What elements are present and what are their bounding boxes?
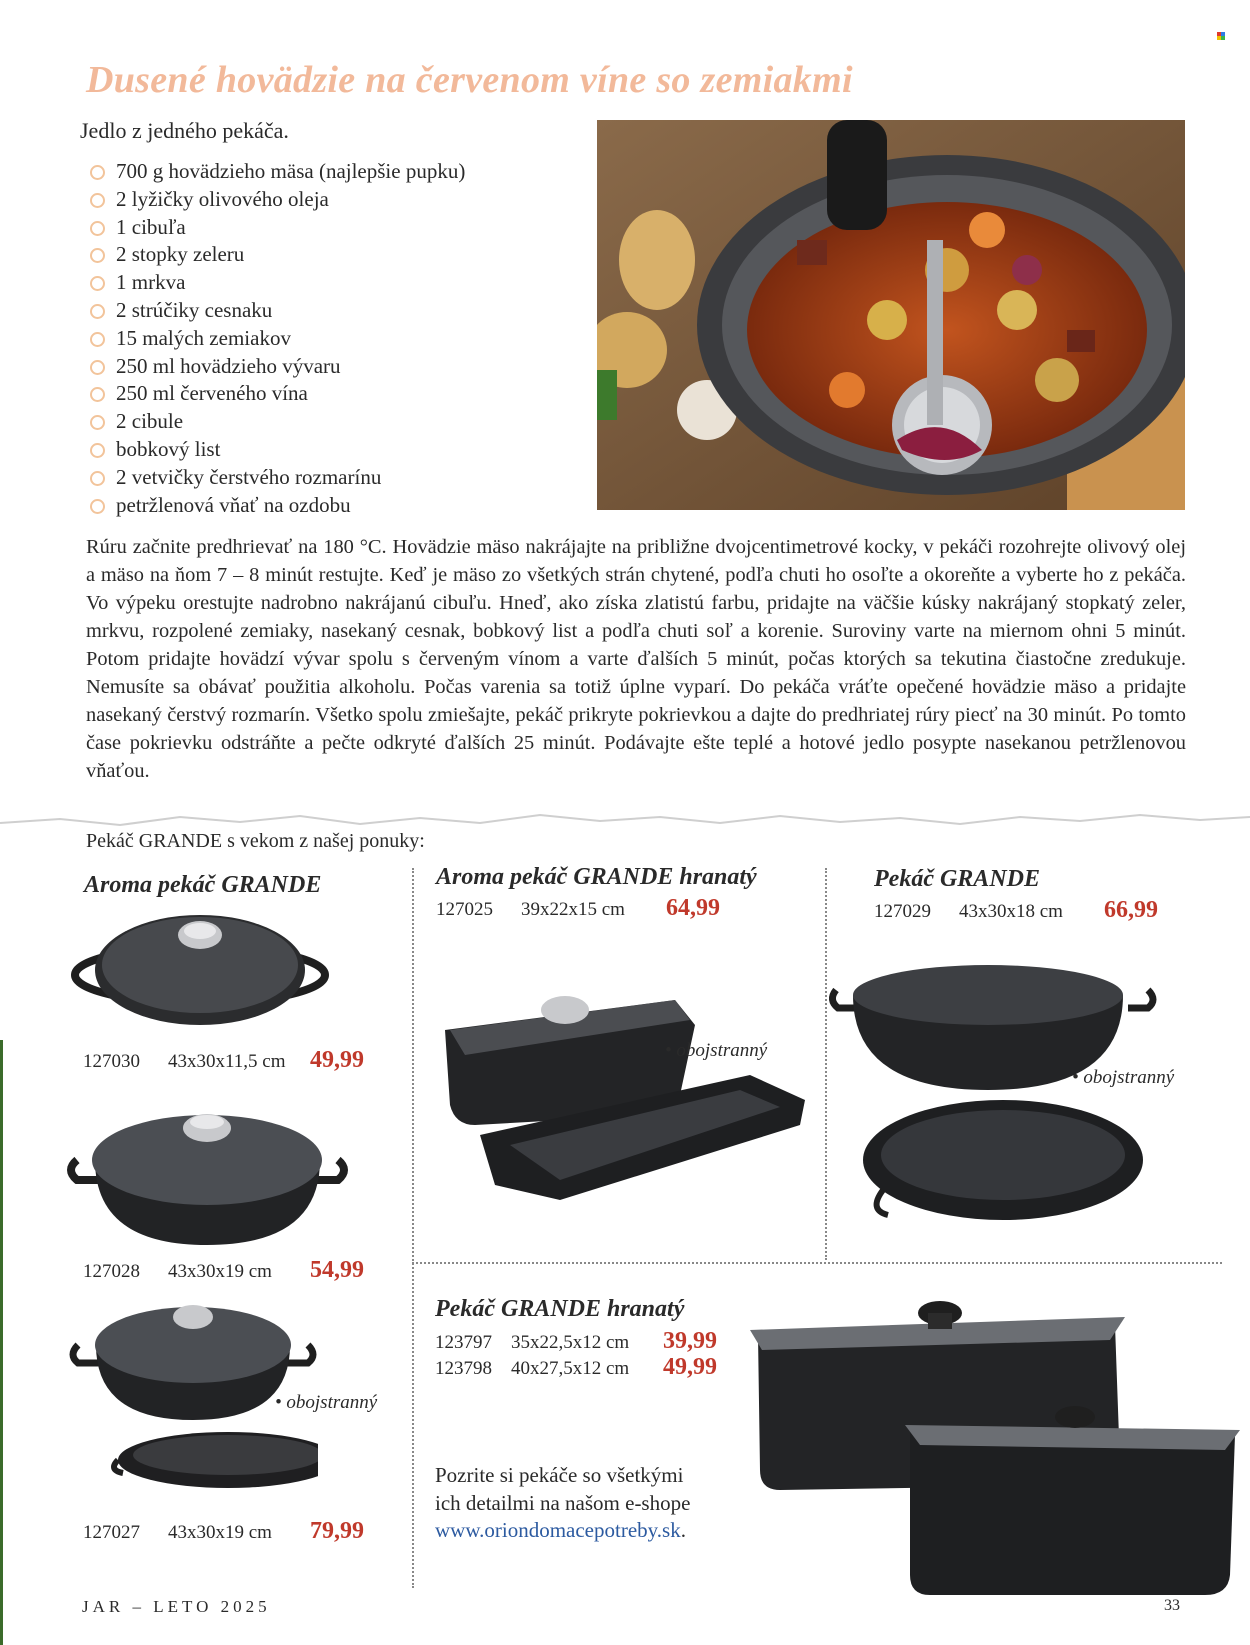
product-row-123798: 123798 40x27,5x12 cm 49,99: [435, 1354, 717, 1380]
ingredient-item: 250 ml hovädzieho vývaru: [88, 353, 465, 381]
promo-line-2: ich detailmi na našom e-shope: [435, 1490, 691, 1515]
bullet-circle-icon: [90, 443, 105, 458]
product-row-123797: 123797 35x22,5x12 cm 39,99: [435, 1328, 717, 1354]
ingredient-item: 2 vetvičky čerstvého rozmarínu: [88, 464, 465, 492]
product-image-grande-hranaty: [740, 1285, 1245, 1615]
bullet-circle-icon: [90, 304, 105, 319]
eshop-promo: Pozrite si pekáče so všetkými ich detailmi na našom e-shope www.oriondomacepotreby.sk.: [435, 1463, 691, 1542]
ingredient-item: petržlenová vňať na ozdobu: [88, 492, 465, 520]
product-row-127029: 127029 43x30x18 cm 66,99: [874, 897, 1158, 923]
ingredient-item: 700 g hovädzieho mäsa (najlepšie pupku): [88, 158, 465, 186]
page-number: 33: [1164, 1597, 1180, 1614]
bullet-circle-icon: [90, 193, 105, 208]
ingredient-item: 250 ml červeného vína: [88, 380, 465, 408]
recipe-photo: [597, 120, 1185, 510]
ingredient-item: 1 cibuľa: [88, 214, 465, 242]
price: 39,99: [663, 1328, 717, 1354]
ingredient-item: 2 cibule: [88, 408, 465, 436]
bullet-circle-icon: [90, 165, 105, 180]
product-title-aroma-grande-hranaty: Aroma pekáč GRANDE hranatý: [436, 864, 757, 890]
note-obojstranny: • obojstranný: [275, 1392, 378, 1413]
eshop-link[interactable]: www.oriondomacepotreby.sk: [435, 1518, 681, 1542]
edge-strip: [0, 1040, 3, 1645]
product-title-aroma-grande: Aroma pekáč GRANDE: [84, 872, 322, 898]
note-obojstranny: • obojstranný: [1072, 1067, 1175, 1088]
bullet-circle-icon: [90, 248, 105, 263]
ingredient-item: 2 strúčiky cesnaku: [88, 297, 465, 325]
product-image-127029: [828, 960, 1158, 1230]
price: 66,99: [1104, 897, 1158, 923]
corner-mark-icon: [1217, 32, 1225, 40]
bullet-circle-icon: [90, 471, 105, 486]
product-image-127030: [70, 905, 330, 1035]
recipe-title: Dusené hovädzie na červenom víne so zemiakmi: [86, 59, 853, 101]
column-divider-right: [825, 868, 827, 1260]
price: 49,99: [310, 1047, 364, 1073]
bullet-circle-icon: [90, 387, 105, 402]
price: 49,99: [663, 1354, 717, 1380]
column-divider-left: [412, 868, 414, 1588]
bullet-circle-icon: [90, 221, 105, 236]
bullet-circle-icon: [90, 276, 105, 291]
footer-season: JAR – LETO 2025: [82, 1597, 271, 1616]
bullet-circle-icon: [90, 360, 105, 375]
product-title-grande: Pekáč GRANDE: [874, 866, 1040, 892]
product-row-127025: 127025 39x22x15 cm 64,99: [436, 895, 720, 921]
bullet-circle-icon: [90, 499, 105, 514]
ingredient-item: 15 malých zemiakov: [88, 325, 465, 353]
product-row-127027: 127027 43x30x19 cm 79,99: [83, 1518, 364, 1544]
product-title-grande-hranaty: Pekáč GRANDE hranatý: [435, 1296, 685, 1322]
bullet-circle-icon: [90, 415, 105, 430]
price: 79,99: [310, 1518, 364, 1544]
recipe-instructions: Rúru začnite predhrievať na 180 °C. Hovädzie mäso nakrájajte na približne dvojcentimetrové kocky, v pekáči rozohrejte olivový olej a mäso na ňom 7 – 8 minút restujte. Keď je mäso zo všetkých strán chytené, podľa chuti ho osoľte a okoreňte a vyberte ho z pekáča. Vo výpeku orestujte nadrobno nakrájanú cibuľu. Hneď, ako získa zlatistú farbu, pridajte na väčšie kúsky nakrájaný stopkatý zeler, mrkvu, rozpolené zemiaky, nasekaný cesnak, bobkový list a podľa chuti soľ a korenie. Suroviny varte na miernom ohni 5 minút. Potom pridajte hovädzí vývar spolu s červeným vínom a varte ďalších 5 minút, počas ktorých sa tekutina čiastočne zredukuje. Nemusíte sa obávať použitia alkoholu. Počas varenia sa totiž úplne vyparí. Do pekáča vráťte opečené hovädzie mäso a pridajte nasekaný čerstvý rozmarín. Všetko spolu zmiešajte, pekáč prikryte pokrievkou a dajte do predhriatej rúry piecť na 30 minút. Po tomto čase pokrievku odstráňte a pečte odkryté ďalších 25 minút. Podávajte ešte teplé a hotové jedlo posypte nasekanou petržlenovou vňaťou.: [86, 536, 1186, 782]
bullet-circle-icon: [90, 332, 105, 347]
price: 54,99: [310, 1257, 364, 1283]
product-row-127030: 127030 43x30x11,5 cm 49,99: [83, 1047, 364, 1073]
promo-line-1: Pozrite si pekáče so všetkými: [435, 1463, 684, 1487]
price: 64,99: [666, 895, 720, 921]
product-image-127028: [65, 1090, 350, 1250]
offer-heading: Pekáč GRANDE s vekom z našej ponuky:: [86, 830, 425, 852]
row-divider: [412, 1262, 1222, 1264]
ingredient-item: 2 stopky zeleru: [88, 241, 465, 269]
ingredient-item: 1 mrkva: [88, 269, 465, 297]
ingredient-item: 2 lyžičky olivového oleja: [88, 186, 465, 214]
product-row-127028: 127028 43x30x19 cm 54,99: [83, 1257, 364, 1283]
ingredients-list: [88, 158, 465, 519]
note-obojstranny: • obojstranný: [665, 1040, 768, 1061]
recipe-intro: Jedlo z jedného pekáča.: [80, 118, 289, 143]
ingredient-item: bobkový list: [88, 436, 465, 464]
product-image-127025: [420, 975, 810, 1225]
